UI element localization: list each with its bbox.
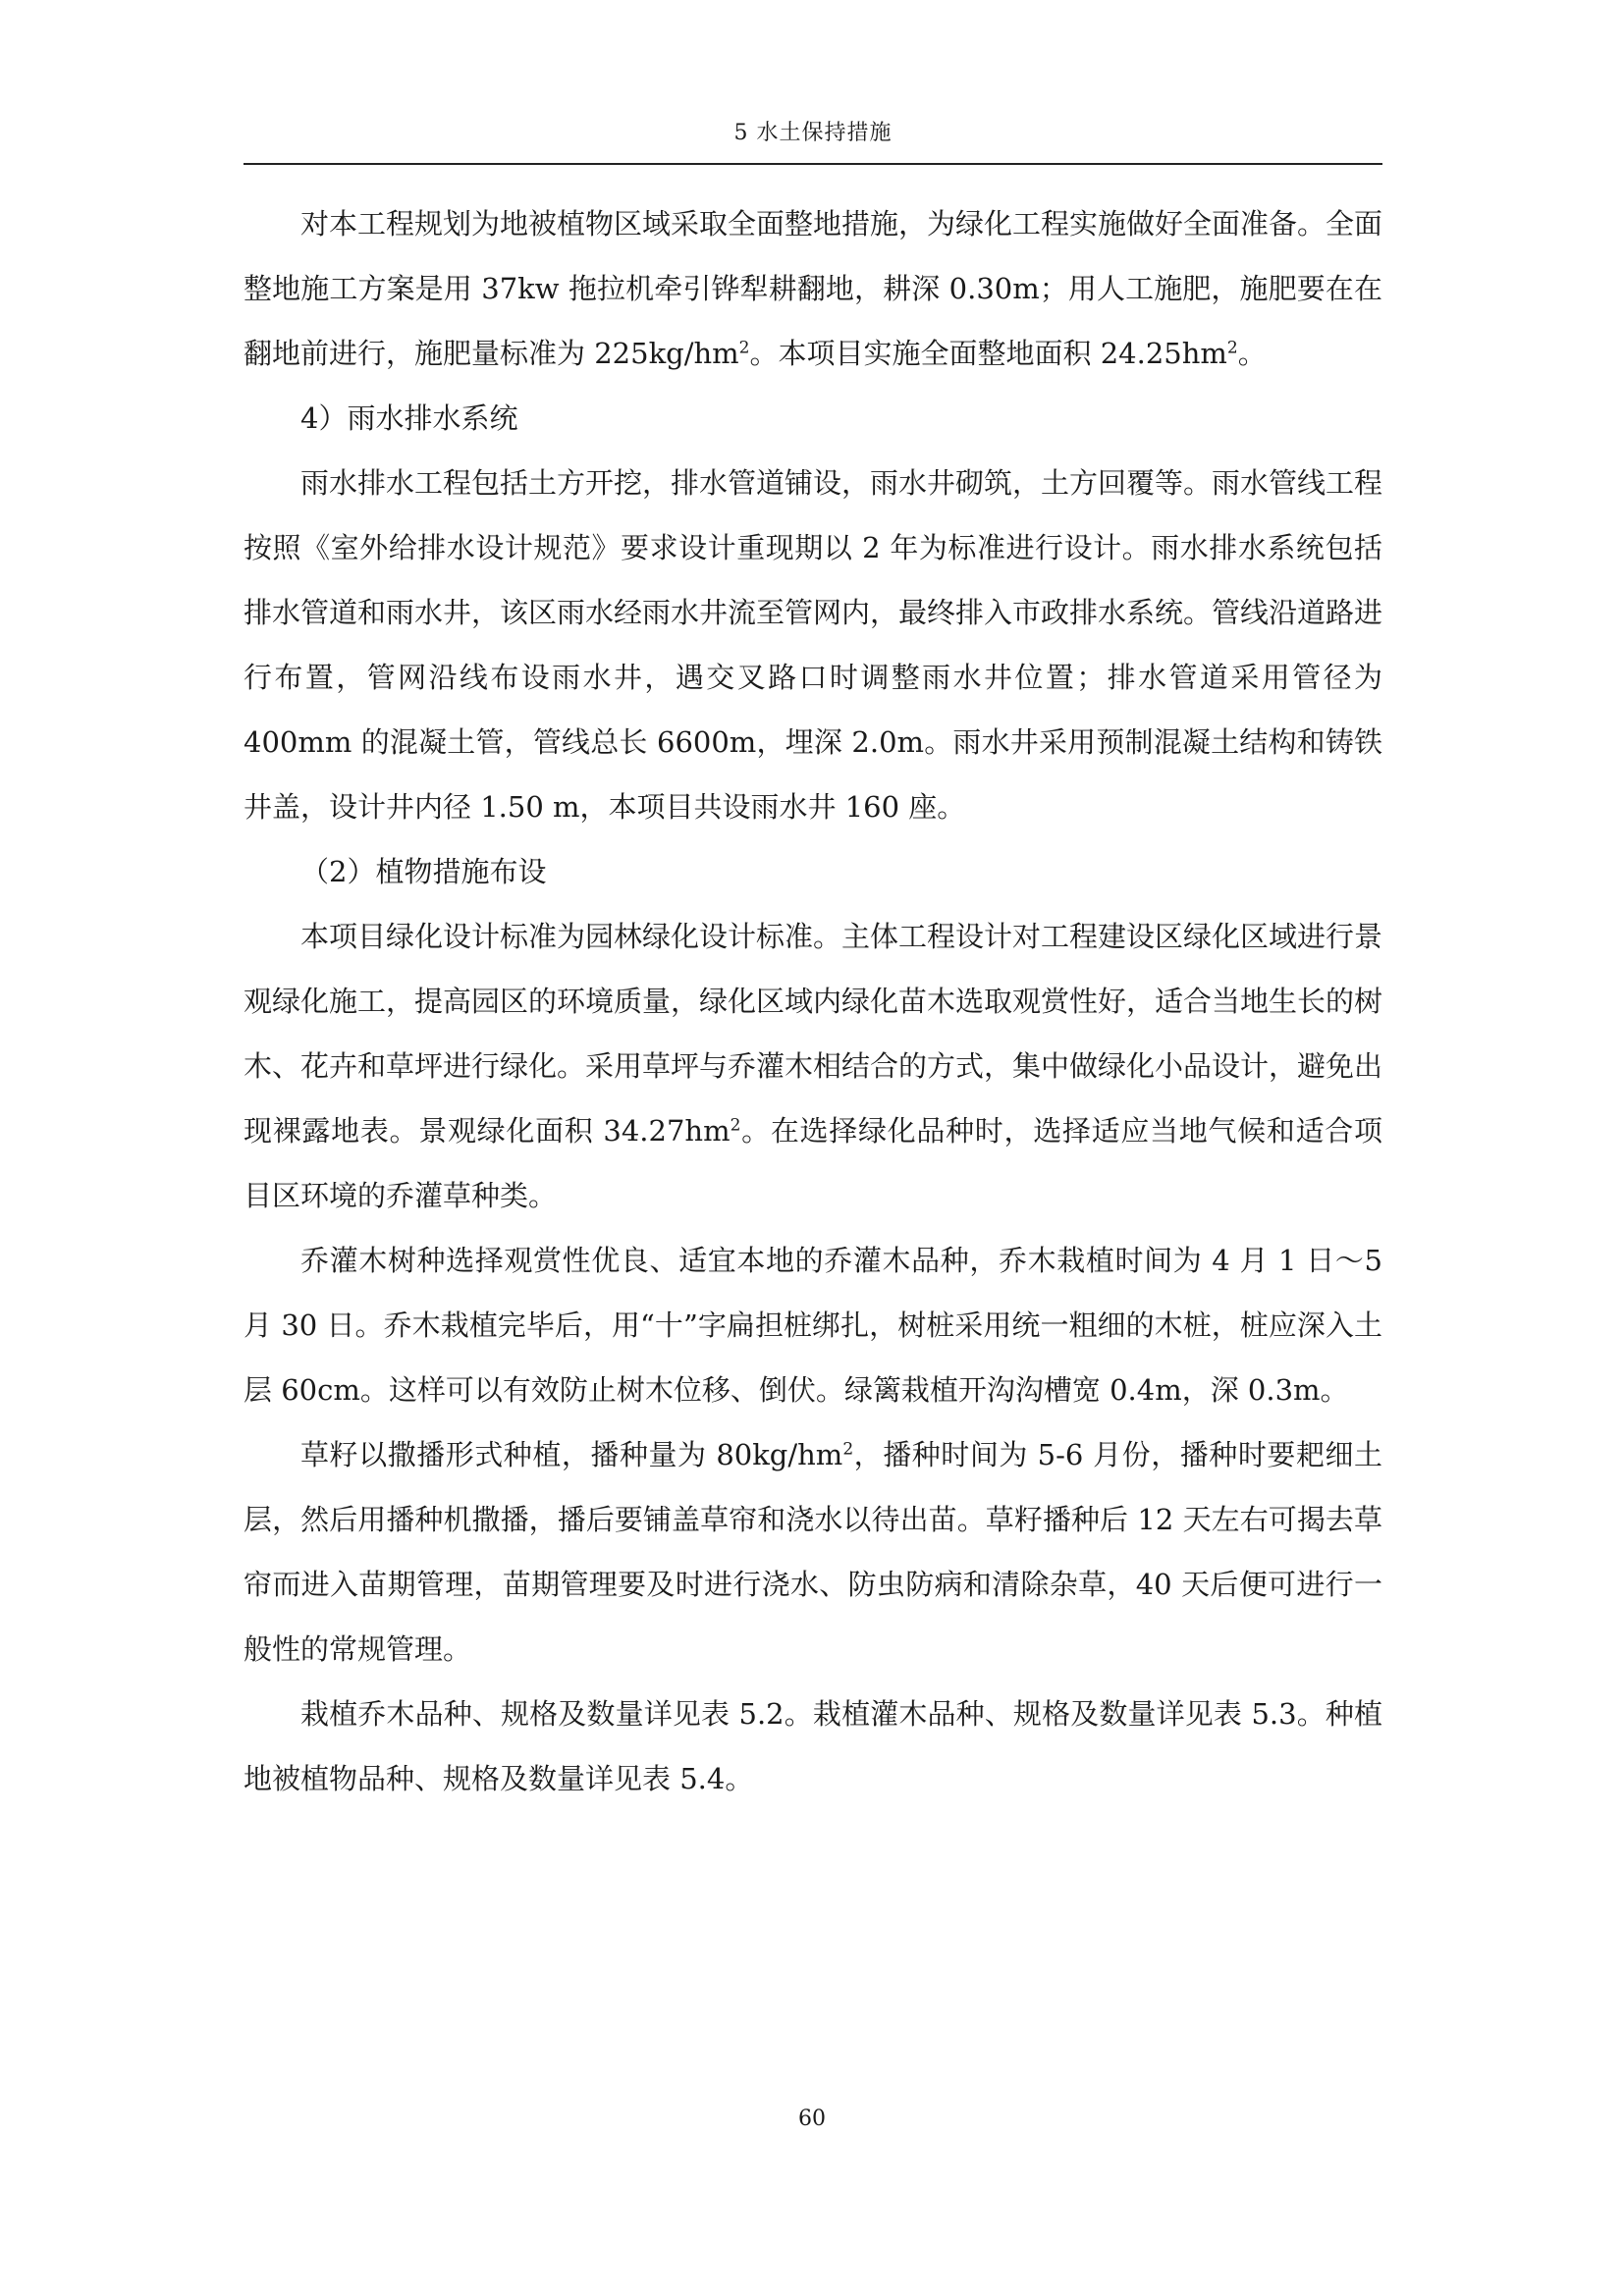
heading-plant-measures: （2）植物措施布设	[300, 855, 547, 888]
paragraph-land-preparation: 对本工程规划为地被植物区域采取全面整地措施，为绿化工程实施做好全面准备。全面整地施工方案是用 37kw 拖拉机牵引铧犁耕翻地，耕深 0.30m；用人工施肥，施肥要在在翻地前进行，施肥量标准为 $225kg/hm^2$。本项目实施全面整地面积 $24.25hm^2$。	[244, 207, 1383, 370]
paragraph-greening-design: 本项目绿化设计标准为园林绿化设计标准。主体工程设计对工程建设区绿化区域进行景观绿化施工，提高园区的环境质量，绿化区域内绿化苗木选取观赏性好，适合当地生长的树木、花卉和草坪进行绿化。采用草坪与乔灌木相结合的方式，集中做绿化小品设计，避免出现裸露地表。景观绿化面积 $34.27hm^2$。在选择绿化品种时，选择适应当地气候和适合项目区环境的乔灌草种类。	[244, 920, 1383, 1212]
body-text	[244, 191, 1382, 1811]
page-header: 5 水土保持措施	[733, 121, 893, 145]
paragraph-grass-seeding: 草籽以撒播形式种植，播种量为 $80kg/hm^2$，播种时间为 5-6 月份，播种时要耙细土层，然后用播种机撒播，播后要铺盖草帘和浇水以待出苗。草籽播种后 12 天左右可揭去草帘而进入苗期管理，苗期管理要及时进行浇水、防虫防病和清除杂草，40 天后便可进行一般性的常规管理。	[244, 1438, 1382, 1666]
header-rule	[244, 163, 1382, 165]
heading-rainwater-drainage: 4）雨水排水系统	[300, 401, 518, 435]
page-number: 60	[798, 2107, 826, 2131]
paragraph-rainwater-drainage: 雨水排水工程包括土方开挖，排水管道铺设，雨水井砌筑，土方回覆等。雨水管线工程按照《室外给排水设计规范》要求设计重现期以 2 年为标准进行设计。雨水排水系统包括排水管道和雨水井，该区雨水经雨水井流至管网内，最终排入市政排水系统。管线沿道路进行布置，管网沿线布设雨水井，遇交叉路口时调整雨水井位置；排水管道采用管径为 400mm 的混凝土管，管线总长 6600m，埋深 2.0m。雨水井采用预制混凝土结构和铸铁井盖，设计井内径 1.50 m，本项目共设雨水井 160 座。	[244, 466, 1383, 824]
paragraph-table-references: 栽植乔木品种、规格及数量详见表 5.2。栽植灌木品种、规格及数量详见表 5.3。种植地被植物品种、规格及数量详见表 5.4。	[244, 1697, 1382, 1795]
paragraph-trees-shrubs: 乔灌木树种选择观赏性优良、适宜本地的乔灌木品种，乔木栽植时间为 4 月 1 日～5 月 30 日。乔木栽植完毕后，用“十”字扁担桩绑扎，树桩采用统一粗细的木桩，桩应深入土层 60cm。这样可以有效防止树木位移、倒伏。绿篱栽植开沟沟槽宽 0.4m，深 0.3m。	[244, 1244, 1382, 1407]
